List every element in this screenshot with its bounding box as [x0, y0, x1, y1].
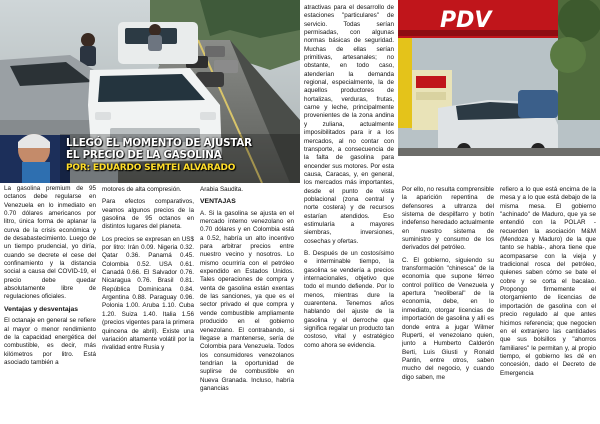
paragraph: Por ello, no resulta comprensible la aparición repentina de defensores a ultranza del sistema de despilfarro y botín indefenso heredado actualmente en nuestro sistema de suministro y consumo de los derivados del petróleo.: [402, 186, 494, 252]
pdv-sign-text: PDV: [440, 8, 492, 33]
byline: POR: EDUARDO SEMTEI ALVARADO: [66, 162, 236, 173]
photo-gas-station: [398, 0, 600, 156]
section-heading: Ventajas y desventajas: [4, 305, 79, 313]
paragraph: El octanaje en general se refiere al mayor o menor rendimiento de la capacidad energética del combustible, es decir, más kilómetros por litro. Está asociado también a: [4, 317, 96, 366]
paragraph: B. Después de un costosísimo e interminable tiempo, la gasolina se vendería a precios internacionales, objetivo que todo el mundo defiende. Por lo menos, mientras dure la cuarentena. Tenemos años hablando del ajuste de la gasolina y el derroche que significa regalar un producto tan costoso, vital y estratégico como ahora se evidencia.: [304, 249, 394, 349]
paragraph: refiero a lo que está encima de la mesa y a lo que está debajo de la misma mesa. El gobierno "achinado" de Maduro, que ya se entendió con la POLAR -recuerden la asociación M&M (Mendoza y Maduro) de la que tanto se habla-, ahora tiene que acompasarse con la vieja y tradicional rosca del petróleo, quienes saben cómo se bate el cobre y se corta el bacalao. Propongo firmemente el otorgamiento de licencias de importación de gasolina con el precio regulado al que antes hicimos referencia; que negocien en el extranjero las cantidades que sus bolsillos y "ahorros familiares" le permitan y, al propio tiempo, el gobierno les dé en concesión, dado el Decreto de Emergencia: [500, 186, 596, 377]
paragraph: C. El gobierno, siguiendo su transformación "chinesca" de la economía que supone férreo control político de Venezuela y apertura "neoliberal" de la economía, debe, en lo inmediato, otorgar licencias de importación de gasolina y allí es donde entra a jugar Wilmer Ruperti, el venezolano quien, junto a Humberto Calderón Berti, Luis Giusti y Ronald Pantin, entre otros, saben mucho del negocio, y cuando digo saben, me: [402, 256, 494, 381]
section-heading: VENTAJAS: [200, 198, 236, 206]
paragraph: motores de alta compresión.: [102, 186, 182, 193]
headline-line-2: EL PRECIO DE LA GASOLINA: [66, 149, 222, 162]
column-2: [102, 186, 194, 423]
paragraph: La gasolina premium de 95 octanos debe regularse en Venezuela en lo inmediato en 0.70 dólares americanos por litro, única forma de aplanar la curva de la crisis económica y de desabastecimiento. Luego de un tiempo prudencial, yo diría, cuando se decrete el cese del confinamiento y la distancia social a causa del COVID-19, el precio debe quedar absolutamente libre de regulaciones oficiales.: [4, 185, 96, 301]
headline-block: [66, 137, 298, 183]
column-1: [4, 185, 96, 423]
column-4: [304, 4, 394, 423]
column-3: [200, 186, 294, 423]
paragraph: atractivas para el desarrollo de estaciones "particulares" de servicio. Todas serían permisadas, con algunas normas básicas de seguridad. Muchas de ellas serían primitivas, artesanales; no obstante, en todo caso, atenderían la demanda regional, especialmente, la de aquellos productores de hortalizas, verduras, frutas, carne y leche, principalmente provenientes de la zona andina y zuliana, actualmente imposibilitados para ir a los mercados, al no contar con transporte, a consecuencia de la falta de gasolina para encender sus motores. Por esta causa, Caracas, y, en general, los mercados más importantes, desde el punto de vista poblacional (zona central y norte costera) y de recursos estarían atendidos. Eso estimularía a mayores siembras, inversiones, cosechas y ofertas.: [304, 4, 394, 245]
paragraph: Los precios se expresan en US$ por litro: Irán 0.09. Nigeria 0.32. Qatar 0.36. Panamá 0.45. Colombia 0.52. USA 0.61. Canadá 0.66. El Salvador 0.76. Nicaragua 0.76. Brasil 0.81. República Dominicana 0.84. Argentina 0.88. Paraguay 0.96. Polonia 1.00. Aruba 1.10. Cuba 1.20. Suiza 1.40. Italia 1.56 (precios vigentes para la primera quincena de abril). Existe una variación altamente volátil por la rivalidad entre Rusia y: [102, 235, 194, 352]
gas-station-photo: [398, 0, 600, 156]
paragraph: Arabia Saudita.: [200, 186, 244, 193]
headline-line-1: LLEGÓ EL MOMENTO DE AJUSTAR: [66, 137, 252, 149]
column-5: [402, 186, 494, 423]
column-6: [500, 186, 596, 423]
paragraph: A. Si la gasolina se ajusta en el mercado interno venezolano en 0.70 dólares y en Colombia está a 0.52, habría un alto incentivo para arbitrar precios entre nuestro vecino y nosotros. Lo mismo ocurriría con el petróleo expendido en Estados Unidos. Tales operaciones de compra y venta de gasolina están exentas de las sanciones, ya que es el sector privado el que compra y vende combustible ampliamente producido en el gobierno venezolano. El contrabando, si llegase a mantenerse, sería de Colombia para Venezuela. Todos los consumidores venezolanos tendrían la oportunidad de suplirse de combustible en Nueva Granada. Incluso, habría ganancias: [200, 209, 294, 392]
paragraph: Para efectos comparativos, veamos algunos precios de la gasolina de 95 octanos en distintos lugares del planeta.: [102, 198, 194, 231]
